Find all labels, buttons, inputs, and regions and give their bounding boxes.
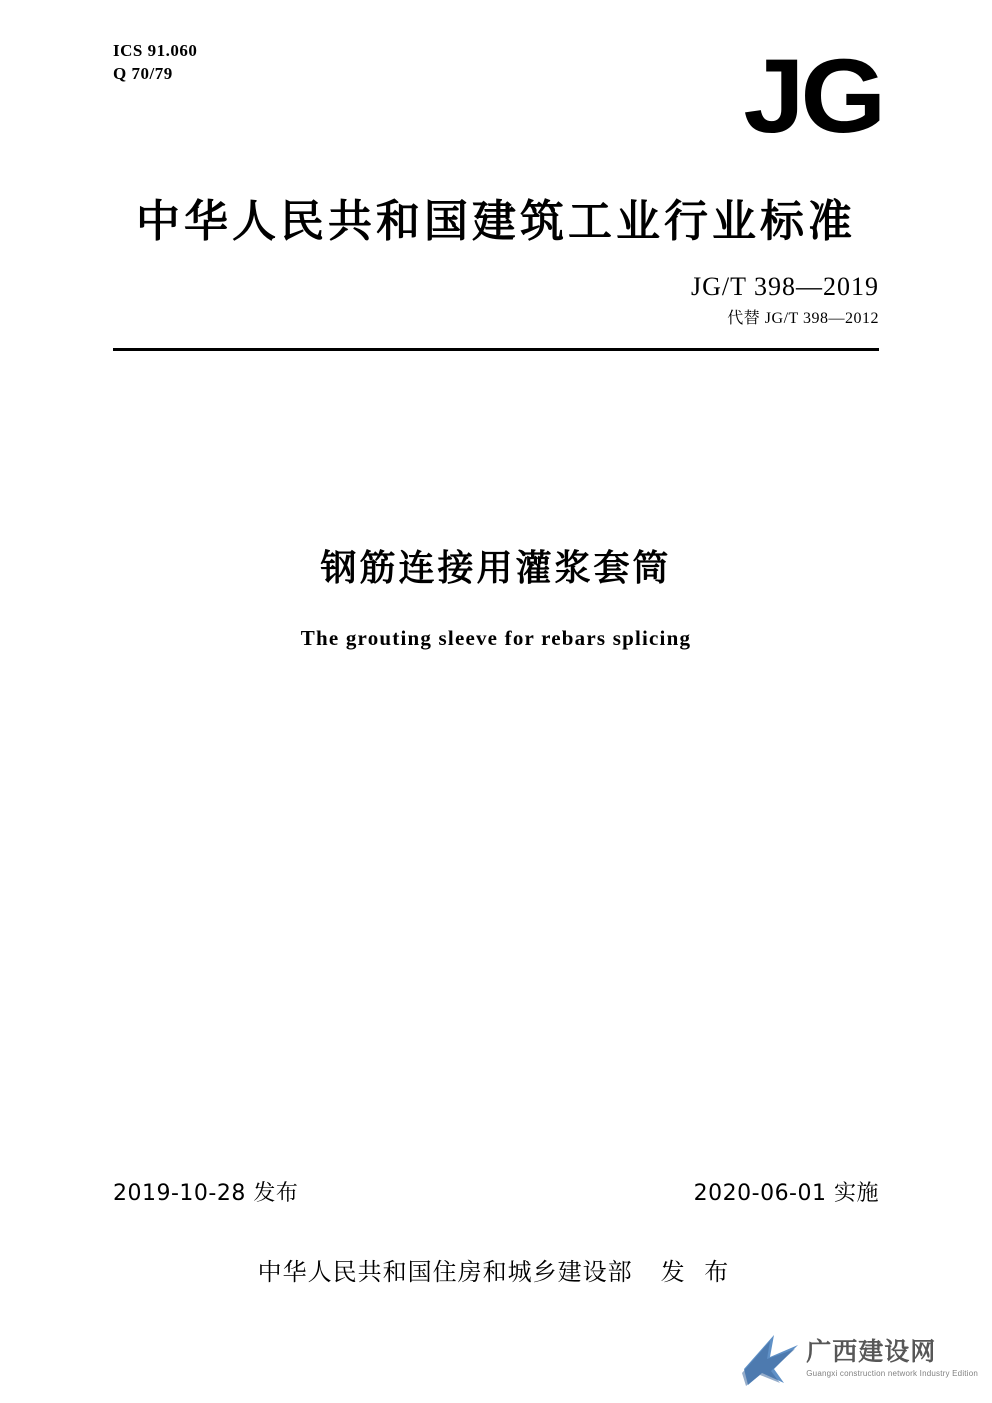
jg-logo: JG	[743, 38, 882, 155]
issue-date: 2019-10-28 发布	[113, 1181, 299, 1206]
watermark-english: Guangxi construction network Industry Edition	[806, 1368, 978, 1378]
publisher-suffix: 发 布	[660, 1258, 735, 1286]
series-title: 中华人民共和国建筑工业行业标准	[136, 196, 856, 247]
ics-block	[113, 40, 197, 86]
publisher-line	[0, 1252, 992, 1287]
classification-code: Q 70/79	[113, 63, 173, 83]
document-title-chinese: 钢筋连接用灌浆套筒	[320, 548, 672, 589]
standard-number: JG/T 398—2019	[690, 272, 879, 301]
document-title-english: The grouting sleeve for rebars splicing	[300, 626, 692, 650]
publisher-name: 中华人民共和国住房和城乡建设部	[257, 1258, 633, 1286]
standard-replaces: 代替 JG/T 398—2012	[727, 310, 879, 327]
effective-date: 2020-06-01 实施	[693, 1181, 879, 1206]
watermark-text	[806, 1338, 978, 1378]
header-divider	[113, 348, 879, 351]
watermark	[740, 1329, 978, 1387]
ics-code: ICS 91.060	[113, 41, 198, 60]
star-icon	[740, 1329, 802, 1387]
watermark-chinese: 广西建设网	[806, 1337, 937, 1367]
